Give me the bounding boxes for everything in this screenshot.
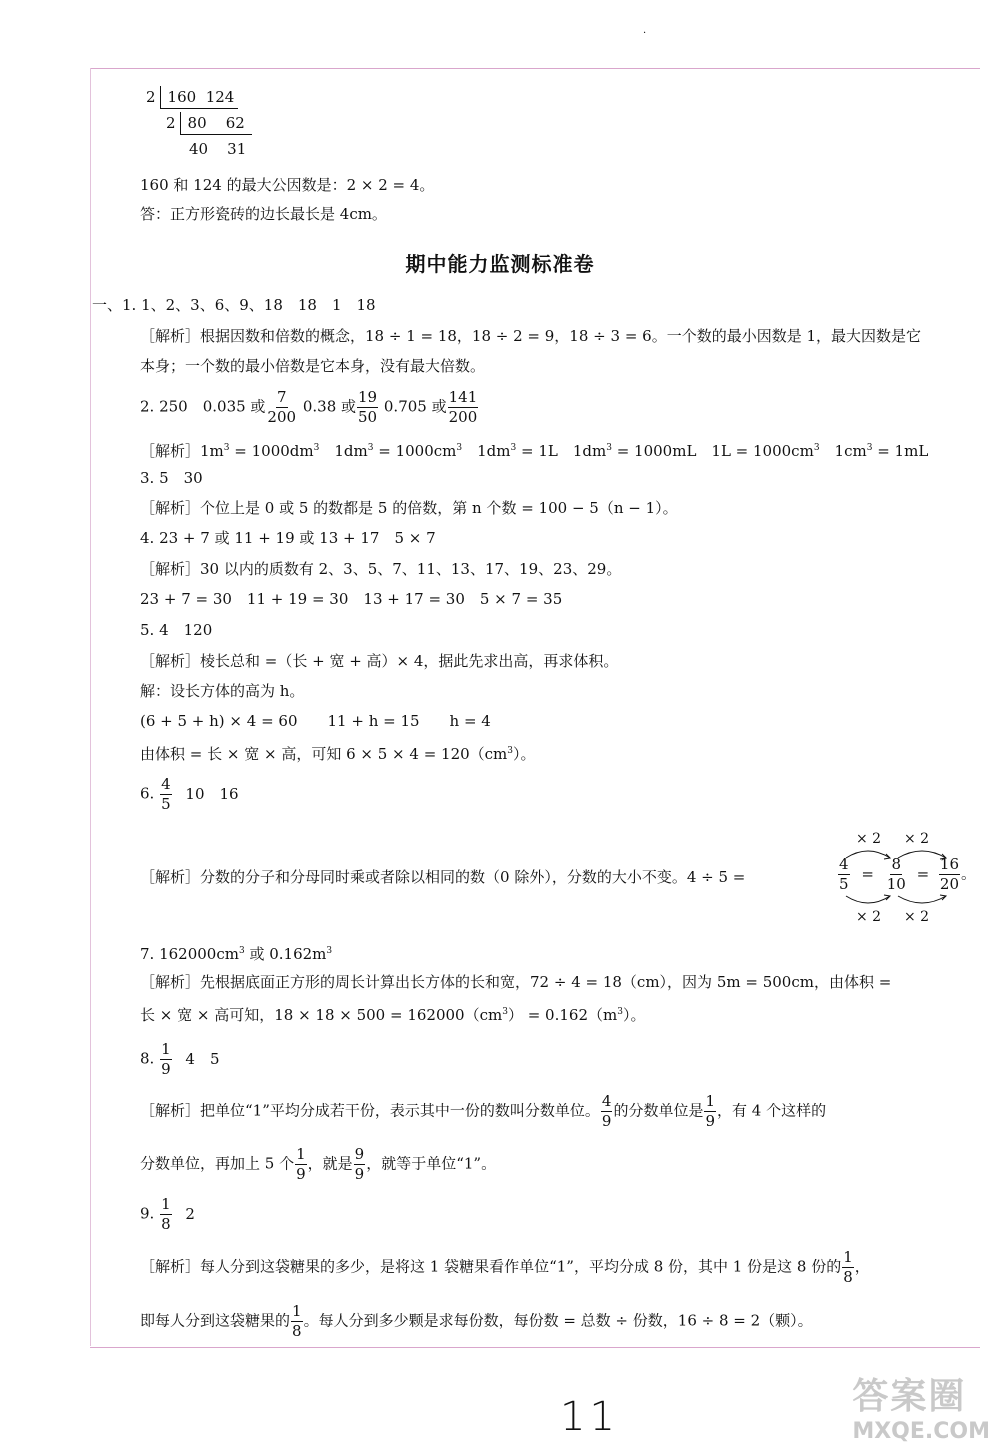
q2-analysis: ［解析$]1m^3 = 1000dm^3$ $1dm^3 = 1000cm^3$ $1dm^3 = 1L$ $1dm^3 = 1000mL$ $1L = 1000cm^3$ $1cm^3 = 1mL$ xyxy=(140,442,929,460)
q5-equation: (6 + 5 + h) × 4 = 60 11 + h = 15 h = 4 xyxy=(140,712,491,730)
page-number: 11 xyxy=(560,1394,619,1440)
q5-analysis: ［解析］棱长总和 =（长 + 宽 + 高）× 4，据此先求出高，再求体积。 xyxy=(140,652,619,670)
q1-analysis-1: ［解析］根据因数和倍数的概念，18 ÷ 1 = 18，18 ÷ 2 = 9，18 ÷ 3 = 6。一个数的最小因数是 1，最大因数是它 xyxy=(140,327,922,345)
watermark-logo: 答案圈 MXQE.COM xyxy=(852,1376,990,1444)
section-title: 期中能力监测标准卷 xyxy=(405,252,595,276)
fraction: $\frac{1}{8}$ xyxy=(843,1248,853,1286)
fraction: $\frac{4}{5}$ xyxy=(839,855,849,893)
gcd-line: 160 和 124 的最大公因数是：2 × 2 = 4。 xyxy=(140,176,435,194)
q8-analysis-1: ［解析］把单位“1”平均分成若干份，表示其中一份的数叫分数单位。 $\frac{4}{9}$ 的分数单位是 $\frac{1}{9}$ ，有 4 个这样的 xyxy=(140,1092,827,1130)
fraction: $\frac{9}{9}$ xyxy=(354,1145,365,1183)
q9-analysis-2: 即每人分到这袋糖果的 $\frac{1}{8}$ 。每人分到多少颗是求每份数，每份数 = 总数 ÷ 份数，16 ÷ 8 = 2（颗）。 xyxy=(140,1302,813,1340)
division-row-1: 2 160 124 xyxy=(146,88,235,106)
times-label: × 2 xyxy=(904,831,930,847)
times-label: × 2 xyxy=(856,831,882,847)
q1-analysis-2: 本身；一个数的最小倍数是它本身，没有最大倍数。 xyxy=(140,357,486,375)
q7-analysis-1: ［解析］先根据底面正方形的周长计算出长方体的长和宽，72 ÷ 4 = 18（cm），因为 5m = 500cm，由体积 = xyxy=(140,973,892,991)
q9-answer: 9. $\frac{1}{8}$ 2 xyxy=(140,1195,195,1233)
q4-answer: 4. 23 + 7 或 11 + 19 或 13 + 17 5 × 7 xyxy=(140,529,436,547)
fraction: $\frac{1}{8}$ xyxy=(292,1302,302,1340)
fraction: $\frac{1}{9}$ xyxy=(296,1145,306,1183)
q6-answer: 6. $\frac{4}{5}$ 10 16 xyxy=(140,775,239,813)
q7-analysis-2: 长 × 宽 × 高可知，$18 \times 18 \times 500 = 162000(cm^3) = 0.162(m^3)$。 xyxy=(140,1006,646,1024)
q4-analysis: ［解析］30 以内的质数有 2、3、5、7、11、13、17、19、23、29。 xyxy=(140,560,622,578)
q8-analysis-2: 分数单位，再加上 5 个 $\frac{1}{9}$ ，就是 $\frac{9}{9}$ ，就等于单位“1”。 xyxy=(140,1145,497,1183)
division-line-2 xyxy=(180,134,252,135)
q6-fraction-chain: $\frac{4}{5}$ = $\frac{8}{10}$ = $\frac{16}{20}$ 。 xyxy=(839,855,977,893)
division-row-2: 2 80 62 xyxy=(166,114,245,132)
fraction: $\frac{1}{9}$ xyxy=(161,1040,171,1078)
multiply-arrows xyxy=(840,844,960,914)
q5-volume: 由体积 = 长 × 宽 × 高，可知 $6 \times 5 \times 4 = 120(cm^3)$。 xyxy=(140,745,536,763)
fraction: $\frac{4}{5}$ xyxy=(161,775,171,813)
fraction: $\frac{1}{8}$ xyxy=(161,1195,171,1233)
q5-solve: 解：设长方体的高为 h。 xyxy=(140,682,305,700)
fraction: $\frac{19}{50}$ xyxy=(358,388,378,426)
division-row-3: 40 31 xyxy=(189,140,247,158)
fraction: $\frac{16}{20}$ xyxy=(939,855,960,893)
q9-analysis-1: ［解析］每人分到这袋糖果的多少，是将这 1 袋糖果看作单位“1”，平均分成 8 份，其中 1 份是这 8 份的 $\frac{1}{8}$ ， xyxy=(140,1248,870,1286)
q4-equations: 23 + 7 = 30 11 + 19 = 30 13 + 17 = 30 5 × 7 = 35 xyxy=(140,590,563,608)
division-line-1 xyxy=(160,108,238,109)
q6-analysis-text: ［解析］分数的分子和分母同时乘或者除以相同的数（0 除外），分数的大小不变。4 ÷ 5 = xyxy=(140,868,746,886)
fraction: $\frac{1}{9}$ xyxy=(705,1092,715,1130)
division-bracket-1 xyxy=(160,86,161,108)
q3-answer: 3. 5 30 xyxy=(140,469,203,487)
q8-answer: 8. $\frac{1}{9}$ 4 5 xyxy=(140,1040,220,1078)
fraction: $\frac{141}{200}$ xyxy=(448,388,478,426)
speck: · xyxy=(643,28,647,39)
times-label: × 2 xyxy=(856,909,882,925)
q1-answer: 一、1. 1、2、3、6、9、18 18 1 18 xyxy=(92,296,376,314)
division-bracket-2 xyxy=(180,112,181,134)
fraction: $\frac{8}{10}$ xyxy=(886,855,906,893)
q2-answer: 2. 250 0.035 或 $\frac{7}{200}$ 0.38 或 $\frac{19}{50}$ 0.705 或 $\frac{141}{200}$ xyxy=(140,388,478,426)
q5-answer: 5. 4 120 xyxy=(140,621,213,639)
q7-answer: 7. $162000cm^3$ 或 $0.162m^3$ xyxy=(140,945,333,963)
fraction: $\frac{4}{9}$ xyxy=(601,1092,612,1130)
fraction: $\frac{7}{200}$ xyxy=(267,388,297,426)
times-label: × 2 xyxy=(904,909,930,925)
answer-line: 答：正方形瓷砖的边长最长是 4cm。 xyxy=(140,205,387,223)
q3-analysis: ［解析］个位上是 0 或 5 的数都是 5 的倍数，第 n 个数 = 100 − 5（n − 1）。 xyxy=(140,499,678,517)
